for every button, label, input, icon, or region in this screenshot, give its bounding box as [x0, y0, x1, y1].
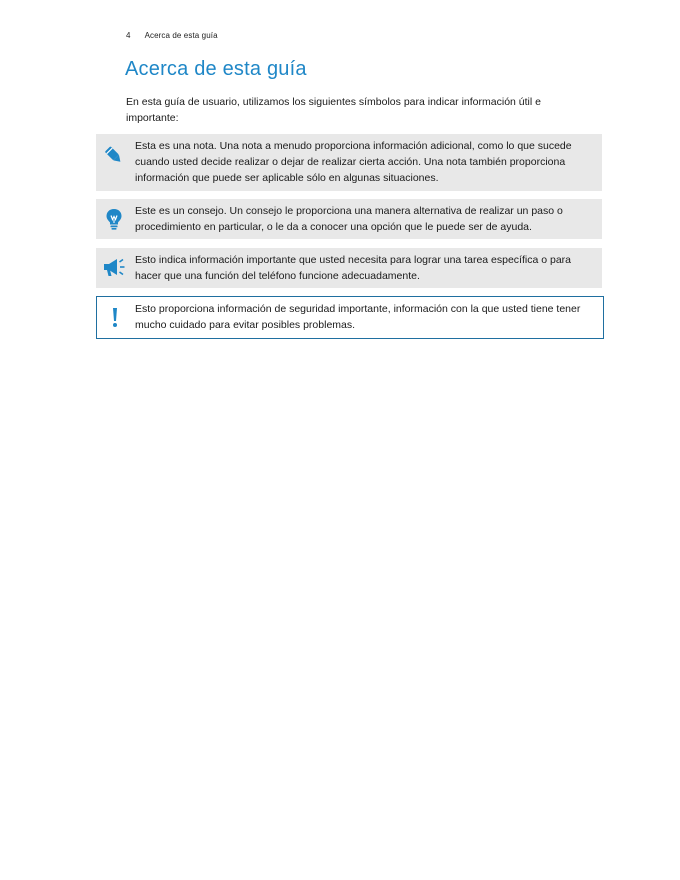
note-text: Esta es una nota. Una nota a menudo proporciona información adicional, como lo que sucede cuando usted decide realizar o dejar de realizar cierta acción. Una nota también proporciona información que puede ser aplicable sólo en algunas situaciones.	[135, 140, 572, 184]
tip-callout	[96, 199, 602, 239]
running-header-title: Acerca de esta guía	[144, 31, 218, 40]
running-header	[126, 31, 218, 40]
page-title: Acerca de esta guía	[125, 58, 307, 80]
tip-text: Este es un consejo. Un consejo le proporciona una manera alternativa de realizar un paso o procedimiento en particular, o le da a conocer una opción que le puede ser de ayuda.	[135, 205, 563, 233]
intro-paragraph: En esta guía de usuario, utilizamos los siguientes símbolos para indicar información útil e importante:	[126, 96, 541, 124]
page-number: 4	[126, 31, 131, 40]
important-text: Esto indica información importante que usted necesita para lograr una tarea específica o para hacer que una función del teléfono funcione adecuadamente.	[135, 254, 572, 282]
lightbulb-tip-icon	[102, 207, 126, 231]
exclamation-warning-icon	[103, 305, 127, 329]
warning-text: Esto proporciona información de seguridad importante, información con la que usted tiene tener mucho cuidado para evitar posibles problemas.	[135, 303, 581, 331]
important-callout	[96, 248, 602, 288]
megaphone-important-icon	[102, 255, 126, 279]
pencil-note-icon	[102, 142, 126, 166]
warning-callout	[96, 296, 604, 339]
note-callout	[96, 134, 602, 191]
